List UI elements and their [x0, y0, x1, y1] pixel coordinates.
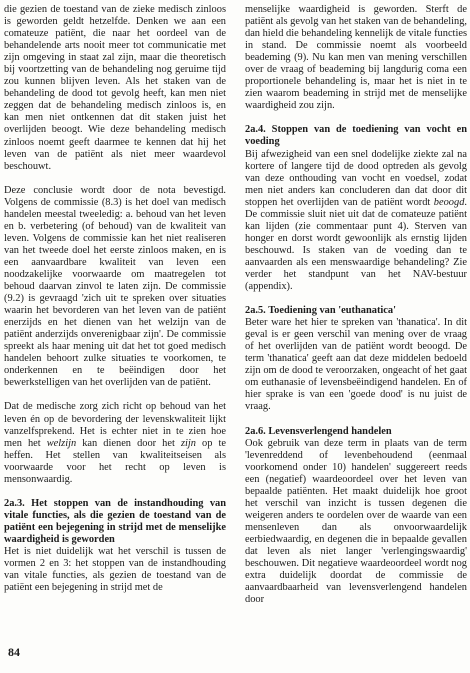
left-paragraph-1: die gezien de toestand van de zieke medisch zinloos is geworden geldt hetzelfde. Denken we aan een comateuze patiënt, die naar het oordeel van de behandelende arts nooit meer tot communicatie met zijn omgeving in staat zal zijn, maar die theoretisch bij voortzetting van de behandeling nog geruime tijd zou kunnen blijven leven. Als het staken van de behandeling de dood tot gevolg heeft, kan men niet zeggen dat de behandeling medisch zinloos is, en kan men niet ontkennen dat dit staken juist het overlijden beoogt. Wie deze behandeling medisch zinloos noemt geeft daarmee te kennen dat hij het leven van de patiënt als niet meer waardevol beschouwt.: [4, 4, 226, 172]
right-paragraph-1: menselijke waardigheid is geworden. Sterft de patiënt als gevolg van het staken van de behandeling, dan hield die behandeling kennelijk de vitale functies in stand. De commissie noemt als voorbeeld beademing (9). Nu kan men van mening verschillen over de vraag of beademing bij langdurig coma een proportionele behandeling is, maar het is niet in te zien waarom beademing in strijd met de menselijke waardigheid zou zijn.: [245, 4, 467, 112]
left-column: [4, 4, 226, 594]
left-paragraph-4: Het is niet duidelijk wat het verschil is tussen de vormen 2 en 3: het stoppen van de instandhouding van vitale functies, als gezien de toestand van de patiënt een bejegening in strijd met de: [4, 545, 226, 594]
section-heading-2a5: 2a.5. Toediening van 'euthanatica': [245, 305, 396, 317]
right-paragraph-3: Beter ware het hier te spreken van 'thanatica'. In dit geval is er geen verschil van mening over de vraag of het overlijden van de patiënt wordt beoogd. De term 'thanatica' geeft aan dat deze middelen bedoeld zijn om de dood te veroorzaken, ongeacht of het gaat om euthanasie of levensbeëindigend handelen. En of hier sprake is van een 'goede dood' is nu juist de vraag.: [245, 317, 467, 413]
text-run: . De commissie sluit niet uit dat de comateuze patiënt kan lijden (zie commentaar punt 4). Sterven van honger en dorst wordt gewoonlijk als ernstig lijden beschouwd. Is staken van de voeding dan te aanvaarden als een menswaardige behandeling? Zie verder het standpunt van het NAV-bestuur (appendix).: [245, 196, 467, 293]
section-heading-2a4: 2a.4. Stoppen van de toediening van vocht en voeding: [245, 124, 467, 148]
right-paragraph-4: Ook gebruik van deze term in plaats van de term 'levenreddend of levenbehoudend (eenmaal voorkomend onder 10) handelen' suggereert reeds een (negatief) waardeoordeel over het leven van bepaalde patiënten. Het maakt duidelijk hoe groot het verschil van inzicht is tussen degenen die weigeren anders te oordelen over de waarde van een mensenleven dan als onvoorwaardelijk eerbiedwaardig, en degenen die in bepaalde gevallen dat leven als niet langer 'verlengingswaardig' beschouwen. Dit negatieve waardeoordeel wordt nog extra duidelijk doordat de commissie de aanvaardbaarheid van levensverlengend handelen door: [245, 437, 467, 606]
text-run: op te heffen. Het stellen van kwaliteitseisen als voorwaarde voor het recht op leven is mensonwaardig.: [4, 437, 226, 485]
section-heading-2a3: 2a.3. Het stoppen van de instandhouding van vitale functies, als die gezien de toestand van de patiënt een bejegening in strijd met de menselijke waardigheid is geworden: [4, 497, 226, 545]
emphasis-zijn: zijn: [180, 437, 196, 449]
left-paragraph-2: Deze conclusie wordt door de nota bevestigd. Volgens de commissie (8.3) is het doel van medisch handelen meestal tweeledig: a. behoud van het leven en b. verbetering (of behoud) van de kwaliteit van leven. Volgens de commissie kan het niet realiseren van het tweede doel het eerste zinloos maken, en is een aanvaardbare kwaliteit van leven een noodzakelijke voorwaarde om maatregelen tot behoud daarvan zinvol te laten zijn. De commissie (9.2) is gevraagd 'zich uit te spreken over situaties waarin het bevorderen van het leven van de patiënt enerzijds en het dienen van het welzijn van de patiënt anderzijds onverenigbaar zijn'. De commissie spreekt als haar mening uit dat het tot goed medisch handelen behoort zulke situaties te voorkomen, te onderkennen en te beëindigen door het bewerkstelligen van het overlijden van de patiënt.: [4, 184, 226, 389]
emphasis-welzijn: welzijn: [46, 437, 77, 449]
emphasis-beoogd: beoogd: [433, 196, 465, 208]
text-run: Bij afwezigheid van een snel dodelijke ziekte zal na kortere of langere tijd de dood optreden als gevolg van deze onthouding van vocht en voedsel, zodat men niet anders kan concluderen dan dat door dit stoppen het overlijden van de patiënt wordt: [245, 148, 467, 208]
section-heading-2a6: 2a.6. Levensverlengend handelen: [245, 425, 392, 437]
page-number: 84: [8, 645, 20, 659]
text-run: kan dienen door het: [76, 437, 181, 449]
right-paragraph-2: [245, 149, 467, 294]
right-column: [245, 4, 467, 606]
left-paragraph-3: [4, 401, 226, 485]
text-run: Dat de medische zorg zich richt op behoud van het leven én op de bevordering der levenskwaliteit lijkt vanzelfsprekend. Het is echter niet in te zien hoe men het: [4, 401, 226, 449]
